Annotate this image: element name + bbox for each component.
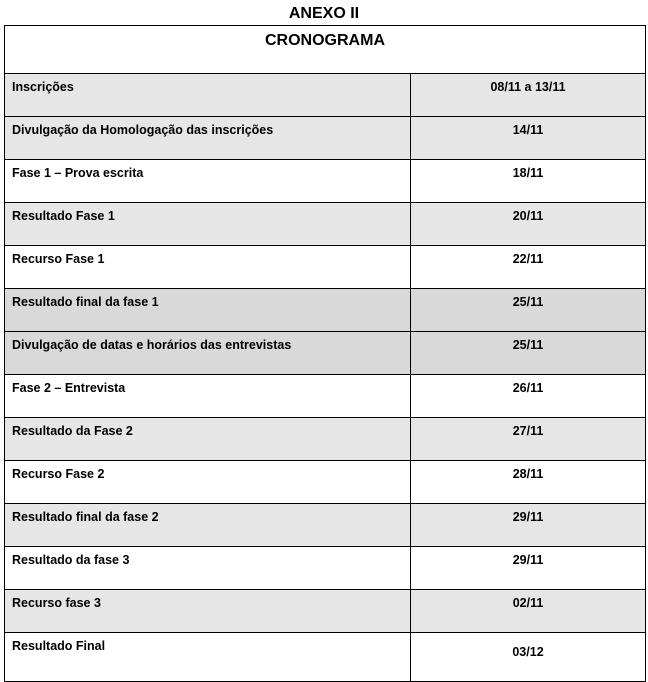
table-row [5,590,646,633]
activity-cell: Resultado Fase 1 [5,203,411,246]
table-row [5,246,646,289]
table-row [5,74,646,117]
date-cell: 02/11 [411,590,646,633]
date-cell: 25/11 [411,332,646,375]
activity-cell: Resultado da Fase 2 [5,418,411,461]
activity-cell: Recurso Fase 2 [5,461,411,504]
activity-cell: Divulgação da Homologação das inscrições [5,117,411,160]
table-row [5,461,646,504]
activity-cell: Resultado da fase 3 [5,547,411,590]
date-cell: 18/11 [411,160,646,203]
activity-cell: Fase 1 – Prova escrita [5,160,411,203]
table-row [5,160,646,203]
activity-cell: Recurso fase 3 [5,590,411,633]
activity-cell: Resultado final da fase 2 [5,504,411,547]
date-cell: 03/12 [411,633,646,682]
date-cell: 14/11 [411,117,646,160]
date-cell: 22/11 [411,246,646,289]
activity-cell: Resultado Final [5,633,411,682]
annex-title: ANEXO II [288,5,360,22]
date-cell: 26/11 [411,375,646,418]
activity-cell: Fase 2 – Entrevista [5,375,411,418]
date-cell: 29/11 [411,547,646,590]
table-row [5,289,646,332]
activity-cell: Inscrições [5,74,411,117]
table-row [5,117,646,160]
date-cell: 20/11 [411,203,646,246]
activity-cell: Recurso Fase 1 [5,246,411,289]
table-row [5,203,646,246]
table-row [5,504,646,547]
table-row [5,375,646,418]
date-cell: 25/11 [411,289,646,332]
schedule-table [4,25,646,682]
date-cell: 27/11 [411,418,646,461]
date-cell: 29/11 [411,504,646,547]
table-title: CRONOGRAMA [5,26,646,74]
activity-cell: Divulgação de datas e horários das entrevistas [5,332,411,375]
table-row [5,332,646,375]
table-row [5,633,646,682]
date-cell: 08/11 a 13/11 [411,74,646,117]
table-row [5,547,646,590]
table-row [5,418,646,461]
table-title-row [5,26,646,74]
date-cell: 28/11 [411,461,646,504]
activity-cell: Resultado final da fase 1 [5,289,411,332]
